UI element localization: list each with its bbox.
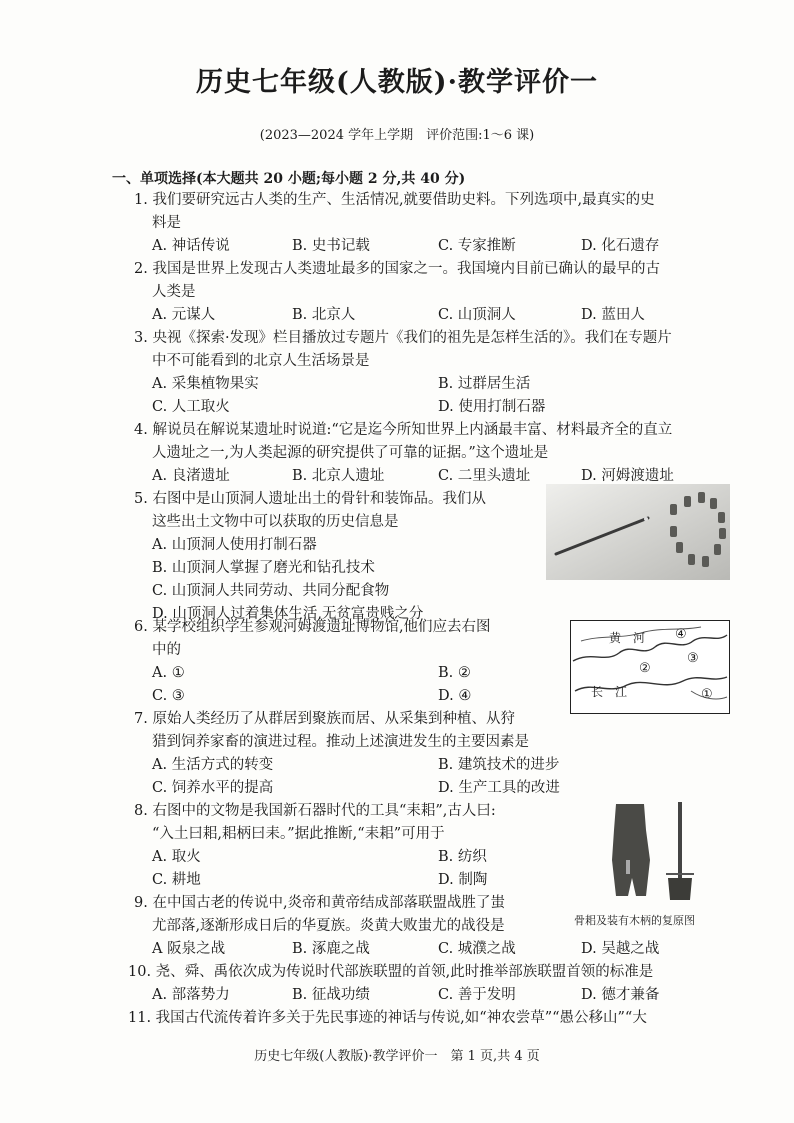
- china-map-figure: [570, 620, 730, 714]
- fig8-caption: 骨耜及装有木柄的复原图: [574, 914, 695, 927]
- q1-option-b: B. 史书记载: [292, 238, 370, 254]
- q5-option-a: A. 山顶洞人使用打制石器: [152, 537, 317, 553]
- q9-stem-line1: 9. 在中国古老的传说中,炎帝和黄帝结成部落联盟战胜了蚩: [134, 895, 506, 911]
- map-label-yangtze-river: 长 江: [591, 685, 628, 699]
- q7-option-d: D. 生产工具的改进: [438, 780, 560, 796]
- page-title: 历史七年级(人教版)·教学评价一: [196, 67, 598, 98]
- map-marker-3: ③: [687, 651, 699, 666]
- q6-option-b: B. ②: [438, 665, 471, 681]
- q8-stem-line1: 8. 右图中的文物是我国新石器时代的工具“耒耜”,古人曰:: [134, 803, 496, 819]
- q6-stem-line1: 6. 某学校组织学生参观河姆渡遗址博物馆,他们应去右图: [134, 619, 491, 635]
- q10-option-a: A. 部落势力: [152, 987, 230, 1003]
- q10-stem-line1: 10. 尧、舜、禹依次成为传说时代部族联盟的首领,此时推举部族联盟首领的标准是: [128, 964, 654, 980]
- q2-option-a: A. 元谋人: [152, 307, 216, 323]
- q6-stem-line2: 中的: [152, 642, 181, 658]
- q8-option-c: C. 耕地: [152, 872, 201, 888]
- page-footer: 历史七年级(人教版)·教学评价一 第 1 页,共 4 页: [254, 1049, 540, 1064]
- q9-stem-line2: 尤部落,逐渐形成日后的华夏族。炎黄大败蚩尤的战役是: [152, 918, 505, 934]
- q9-option-d: D. 吴越之战: [581, 941, 660, 957]
- q4-option-d: D. 河姆渡遗址: [581, 468, 674, 484]
- map-marker-2: ②: [639, 661, 651, 676]
- q10-option-b: B. 征战功绩: [292, 987, 370, 1003]
- q6-option-d: D. ④: [438, 688, 472, 704]
- q1-stem-line2: 料是: [152, 215, 181, 231]
- q7-option-b: B. 建筑技术的进步: [438, 757, 560, 773]
- q8-option-d: D. 制陶: [438, 872, 488, 888]
- q3-option-c: C. 人工取火: [152, 399, 230, 415]
- q9-option-c: C. 城濮之战: [438, 941, 516, 957]
- q1-stem-line1: 1. 我们要研究远古人类的生产、生活情况,就要借助史料。下列选项中,最真实的史: [134, 192, 655, 208]
- map-label-yellow-river: 黄 河: [609, 631, 646, 645]
- q4-option-a: A. 良渚遗址: [152, 468, 230, 484]
- q4-option-b: B. 北京人遗址: [292, 468, 385, 484]
- q4-stem-line2: 人遗址之一,为人类起源的研究提供了可靠的证据。”这个遗址是: [152, 445, 549, 461]
- q11-stem-line1: 11. 我国古代流传着许多关于先民事迹的神话与传说,如“神农尝草”“愚公移山”“大: [128, 1010, 647, 1026]
- q7-stem-line1: 7. 原始人类经历了从群居到聚族而居、从采集到种植、从狩: [134, 711, 515, 727]
- q3-option-b: B. 过群居生活: [438, 376, 531, 392]
- q10-option-d: D. 德才兼备: [581, 987, 660, 1003]
- q4-option-c: C. 二里头遗址: [438, 468, 531, 484]
- q7-option-a: A. 生活方式的转变: [152, 757, 274, 773]
- q3-stem-line1: 3. 央视《探索·发现》栏目播放过专题片《我们的祖先是怎样生活的》。我们在专题片: [134, 330, 672, 346]
- q5-option-c: C. 山顶洞人共同劳动、共同分配食物: [152, 583, 390, 599]
- q3-option-d: D. 使用打制石器: [438, 399, 546, 415]
- section-heading: 一、单项选择(本大题共 20 小题;每小题 2 分,共 40 分): [112, 171, 466, 187]
- q2-option-d: D. 蓝田人: [581, 307, 645, 323]
- q2-stem-line1: 2. 我国是世界上发现古人类遗址最多的国家之一。我国境内目前已确认的最早的古: [134, 261, 660, 277]
- q9-option-a: A 阪泉之战: [152, 941, 226, 957]
- q6-option-a: A. ①: [152, 665, 185, 681]
- q5-stem-line2: 这些出土文物中可以获取的历史信息是: [152, 514, 399, 530]
- page-subtitle: (2023—2024 学年上学期 评价范围:1～6 课): [259, 128, 535, 143]
- q8-stem-line2: “入土曰耜,耜柄曰耒。”据此推断,“耒耜”可用于: [152, 826, 445, 842]
- q5-stem-line1: 5. 右图中是山顶洞人遗址出土的骨针和装饰品。我们从: [134, 491, 486, 507]
- q6-option-c: C. ③: [152, 688, 185, 704]
- q5-option-b: B. 山顶洞人掌握了磨光和钻孔技术: [152, 560, 375, 576]
- q1-option-a: A. 神话传说: [152, 238, 230, 254]
- bone-spade-figure: [600, 800, 710, 902]
- q9-option-b: B. 涿鹿之战: [292, 941, 370, 957]
- q3-option-a: A. 采集植物果实: [152, 376, 259, 392]
- bone-needle-ornaments-figure: [546, 484, 730, 580]
- map-marker-1: ①: [701, 687, 713, 702]
- q8-option-b: B. 纺织: [438, 849, 487, 865]
- q5-option-d: D. 山顶洞人过着集体生活,无贫富贵贱之分: [152, 606, 424, 622]
- q2-stem-line2: 人类是: [152, 284, 196, 300]
- q2-option-b: B. 北京人: [292, 307, 356, 323]
- q2-option-c: C. 山顶洞人: [438, 307, 516, 323]
- q7-option-c: C. 饲养水平的提高: [152, 780, 274, 796]
- map-marker-4: ④: [675, 627, 687, 642]
- q10-option-c: C. 善于发明: [438, 987, 516, 1003]
- q1-option-c: C. 专家推断: [438, 238, 516, 254]
- q3-stem-line2: 中不可能看到的北京人生活场景是: [152, 353, 370, 369]
- q4-stem-line1: 4. 解说员在解说某遗址时说道:“它是迄今所知世界上内涵最丰富、材料最齐全的直立: [134, 422, 673, 438]
- q8-option-a: A. 取火: [152, 849, 201, 865]
- q7-stem-line2: 猎到饲养家畜的演进过程。推动上述演进发生的主要因素是: [152, 734, 529, 750]
- q1-option-d: D. 化石遗存: [581, 238, 660, 254]
